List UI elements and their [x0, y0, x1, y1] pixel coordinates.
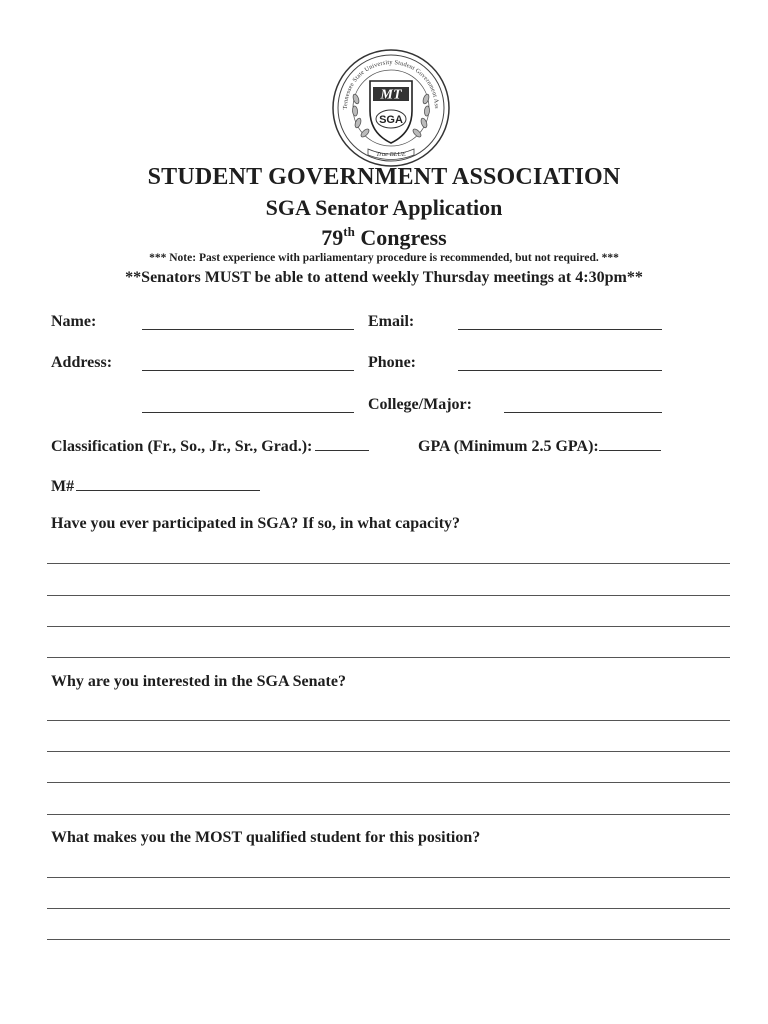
email-label: Email: [368, 313, 415, 330]
congress-heading [0, 225, 768, 251]
answer-line[interactable] [47, 563, 730, 564]
experience-note: *** Note: Past experience with parliamentary procedure is recommended, but not required. *** [149, 252, 619, 264]
sga-seal-logo [330, 47, 452, 169]
answer-line[interactable] [47, 595, 730, 596]
classification-label: Classification (Fr., So., Jr., Sr., Grad.): [51, 438, 313, 455]
answer-line[interactable] [47, 814, 730, 815]
classification-row [51, 436, 369, 456]
answer-line[interactable] [47, 657, 730, 658]
question-sga-participation: Have you ever participated in SGA? If so, in what capacity? [51, 515, 461, 532]
seal-acronym: SGA [379, 114, 403, 126]
college-major-field[interactable] [504, 412, 662, 413]
gpa-row [418, 436, 661, 456]
name-label: Name: [51, 313, 97, 330]
mnumber-label: M# [51, 478, 75, 495]
question-qualifications: What makes you the MOST qualified student for this position? [51, 829, 481, 846]
seal-monogram: MT [380, 87, 402, 103]
address-label: Address: [51, 354, 113, 371]
address-line-2-field[interactable] [142, 412, 354, 413]
college-major-label: College/Major: [368, 396, 472, 413]
answer-line[interactable] [47, 939, 730, 940]
page-title: STUDENT GOVERNMENT ASSOCIATION [147, 164, 621, 190]
congress-suffix: th [343, 224, 355, 239]
meeting-requirement: **Senators MUST be able to attend weekly Thursday meetings at 4:30pm** [125, 269, 643, 286]
congress-number: 79 [321, 225, 344, 250]
gpa-label: GPA (Minimum 2.5 GPA): [418, 438, 599, 455]
address-field[interactable] [142, 370, 354, 371]
answer-line[interactable] [47, 626, 730, 627]
phone-field[interactable] [458, 370, 662, 371]
mnumber-row [51, 476, 260, 496]
seal-motto: True BLUE [376, 151, 406, 158]
sga-seal-icon [330, 47, 452, 169]
email-field[interactable] [458, 329, 662, 330]
answer-line[interactable] [47, 782, 730, 783]
seal-ring-text: Tennessee State University Student Government Ass [341, 58, 441, 110]
answer-line[interactable] [47, 720, 730, 721]
answer-line[interactable] [47, 751, 730, 752]
name-field[interactable] [142, 329, 354, 330]
congress-word: Congress [360, 225, 447, 250]
gpa-field[interactable] [599, 436, 661, 451]
classification-field[interactable] [315, 436, 369, 451]
phone-label: Phone: [368, 354, 416, 371]
application-subtitle: SGA Senator Application [265, 195, 503, 220]
mnumber-field[interactable] [76, 476, 260, 491]
answer-line[interactable] [47, 908, 730, 909]
question-senate-interest: Why are you interested in the SGA Senate? [51, 673, 346, 690]
answer-line[interactable] [47, 877, 730, 878]
